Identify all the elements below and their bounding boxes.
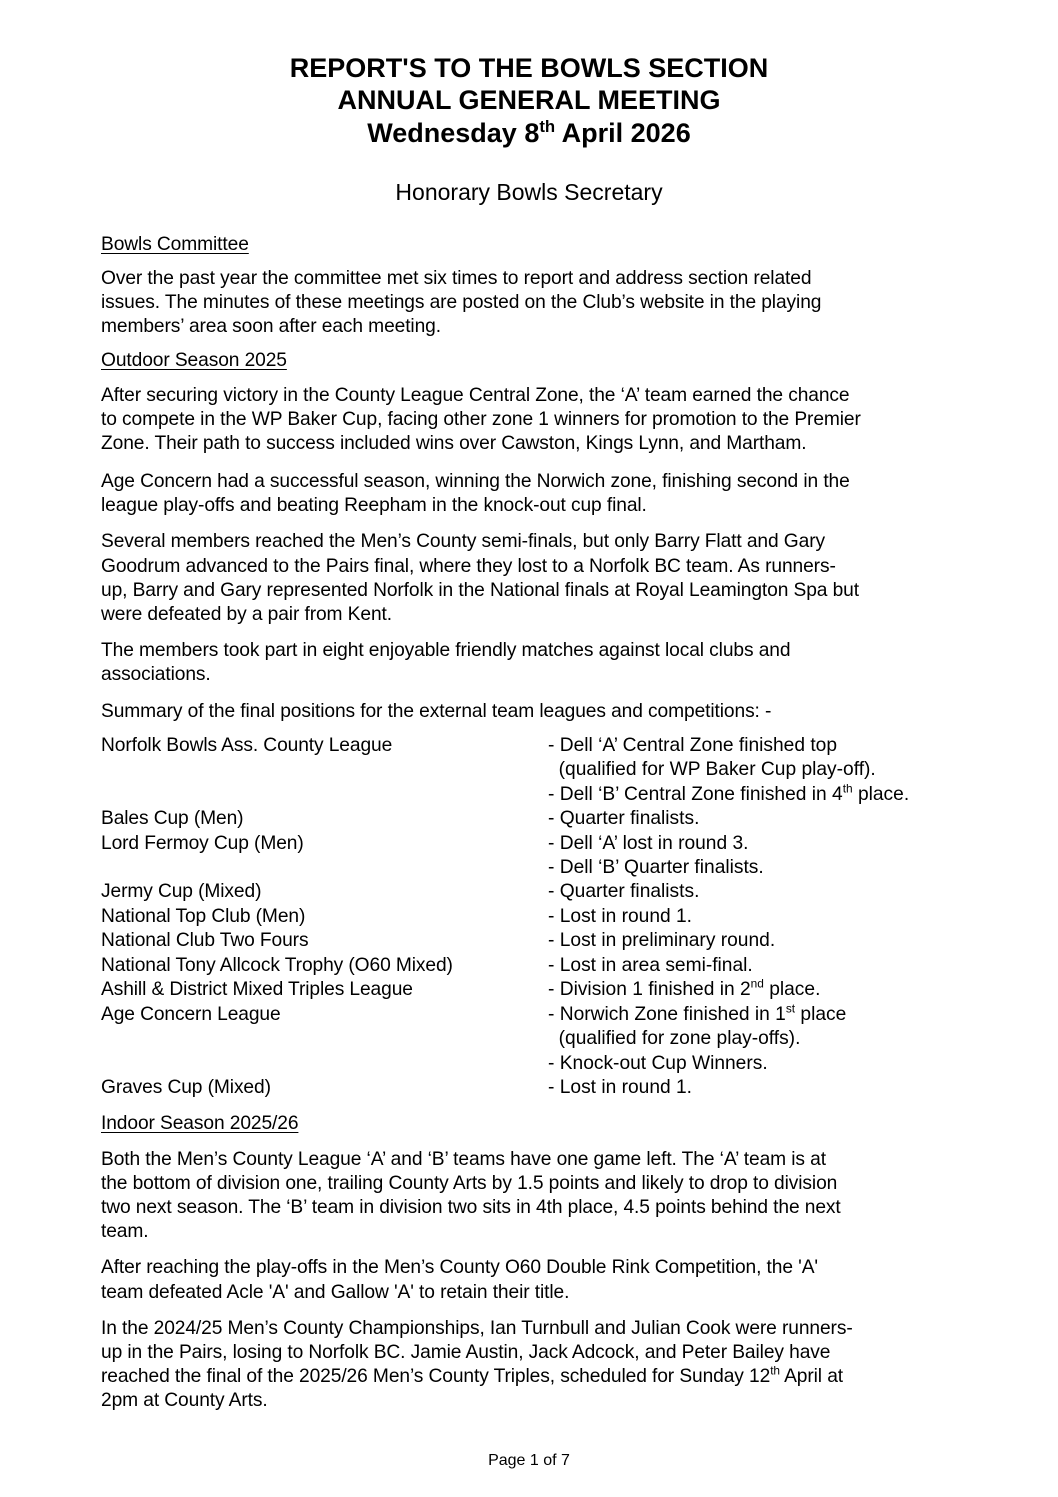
summary-intro: Summary of the final positions for the external team leagues and competitions: - — [101, 701, 772, 722]
paragraph-line: the bottom of division one, trailing County Arts by 1.5 points and likely to drop to division — [101, 1173, 838, 1194]
paragraph-line: Several members reached the Men’s County semi-finals, but only Barry Flatt and Gary — [101, 531, 825, 552]
report-title-line-1: REPORT'S TO THE BOWLS SECTION — [289, 53, 769, 83]
paragraph-line: issues. The minutes of these meetings are posted on the Club’s website in the playing — [101, 292, 822, 313]
competition-result: - Dell ‘B’ Central Zone finished in 4th place. — [548, 781, 910, 805]
paragraph-line: associations. — [101, 664, 211, 685]
competition-result: - Quarter finalists. — [548, 808, 700, 829]
competition-name: Norfolk Bowls Ass. County League — [101, 735, 393, 756]
competition-name: National Club Two Fours — [101, 930, 309, 951]
competition-result: - Division 1 finished in 2nd place. — [548, 976, 821, 1000]
paragraph-line: were defeated by a pair from Kent. — [101, 604, 392, 625]
competition-result: - Lost in round 1. — [548, 1077, 692, 1098]
section-heading-bowls-committee: Bowls Committee — [101, 234, 249, 255]
report-title-line-2: ANNUAL GENERAL MEETING — [337, 85, 721, 115]
paragraph-line: Over the past year the committee met six times to report and address section related — [101, 268, 812, 289]
section-heading-outdoor-season: Outdoor Season 2025 — [101, 350, 287, 371]
paragraph-line: Goodrum advanced to the Pairs final, where they lost to a Norfolk BC team. As runners- — [101, 556, 836, 577]
competition-name: Bales Cup (Men) — [101, 808, 244, 829]
paragraph-line: members’ area soon after each meeting. — [101, 316, 441, 337]
competition-result: - Lost in round 1. — [548, 906, 692, 927]
competition-result: - Lost in area semi-final. — [548, 955, 753, 976]
competition-name: National Tony Allcock Trophy (O60 Mixed) — [101, 955, 453, 976]
report-title-date: Wednesday 8th April 2026 — [367, 117, 691, 148]
paragraph-line: Zone. Their path to success included wins over Cawston, Kings Lynn, and Martham. — [101, 433, 807, 454]
competition-result: - Dell ‘A’ lost in round 3. — [548, 833, 749, 854]
paragraph-line: Both the Men’s County League ‘A’ and ‘B’ teams have one game left. The ‘A’ team is at — [101, 1149, 826, 1170]
competition-name: Lord Fermoy Cup (Men) — [101, 833, 304, 854]
competition-name: Age Concern League — [101, 1004, 281, 1025]
competition-result: (qualified for WP Baker Cup play-off). — [548, 759, 876, 780]
page-number: Page 1 of 7 — [488, 1452, 570, 1469]
paragraph-line: reached the final of the 2025/26 Men’s County Triples, scheduled for Sunday 12th April at — [101, 1363, 843, 1387]
report-subtitle: Honorary Bowls Secretary — [395, 179, 663, 205]
paragraph-line: After securing victory in the County League Central Zone, the ‘A’ team earned the chance — [101, 385, 850, 406]
paragraph-line: up, Barry and Gary represented Norfolk in the National finals at Royal Leamington Spa but — [101, 580, 859, 601]
competition-name: Ashill & District Mixed Triples League — [101, 979, 413, 1000]
paragraph-line: to compete in the WP Baker Cup, facing other zone 1 winners for promotion to the Premier — [101, 409, 861, 430]
paragraph-line: Age Concern had a successful season, winning the Norwich zone, finishing second in the — [101, 471, 850, 492]
paragraph-line: 2pm at County Arts. — [101, 1390, 268, 1411]
paragraph-line: up in the Pairs, losing to Norfolk BC. Jamie Austin, Jack Adcock, and Peter Bailey have — [101, 1342, 831, 1363]
section-heading-indoor-season: Indoor Season 2025/26 — [101, 1113, 299, 1134]
competition-result: - Lost in preliminary round. — [548, 930, 776, 951]
competition-result: - Dell ‘B’ Quarter finalists. — [548, 857, 764, 878]
paragraph-line: two next season. The ‘B’ team in division two sits in 4th place, 4.5 points behind the next — [101, 1197, 841, 1218]
competition-name: Jermy Cup (Mixed) — [101, 881, 262, 902]
paragraph-line: After reaching the play-offs in the Men’s County O60 Double Rink Competition, the 'A' — [101, 1257, 818, 1278]
competition-result: - Quarter finalists. — [548, 881, 700, 902]
competition-result: - Dell ‘A’ Central Zone finished top — [548, 735, 838, 756]
paragraph-line: team defeated Acle 'A' and Gallow 'A' to retain their title. — [101, 1282, 570, 1303]
competition-result: (qualified for zone play-offs). — [548, 1028, 801, 1049]
paragraph-line: team. — [101, 1221, 149, 1242]
competition-name: Graves Cup (Mixed) — [101, 1077, 271, 1098]
competition-name: National Top Club (Men) — [101, 906, 306, 927]
paragraph-line: The members took part in eight enjoyable friendly matches against local clubs and — [101, 640, 791, 661]
paragraph-line: In the 2024/25 Men’s County Championships, Ian Turnbull and Julian Cook were runners- — [101, 1318, 853, 1339]
competition-result: - Knock-out Cup Winners. — [548, 1053, 768, 1074]
competition-result: - Norwich Zone finished in 1st place — [548, 1001, 847, 1025]
paragraph-line: league play-offs and beating Reepham in the knock-out cup final. — [101, 495, 647, 516]
